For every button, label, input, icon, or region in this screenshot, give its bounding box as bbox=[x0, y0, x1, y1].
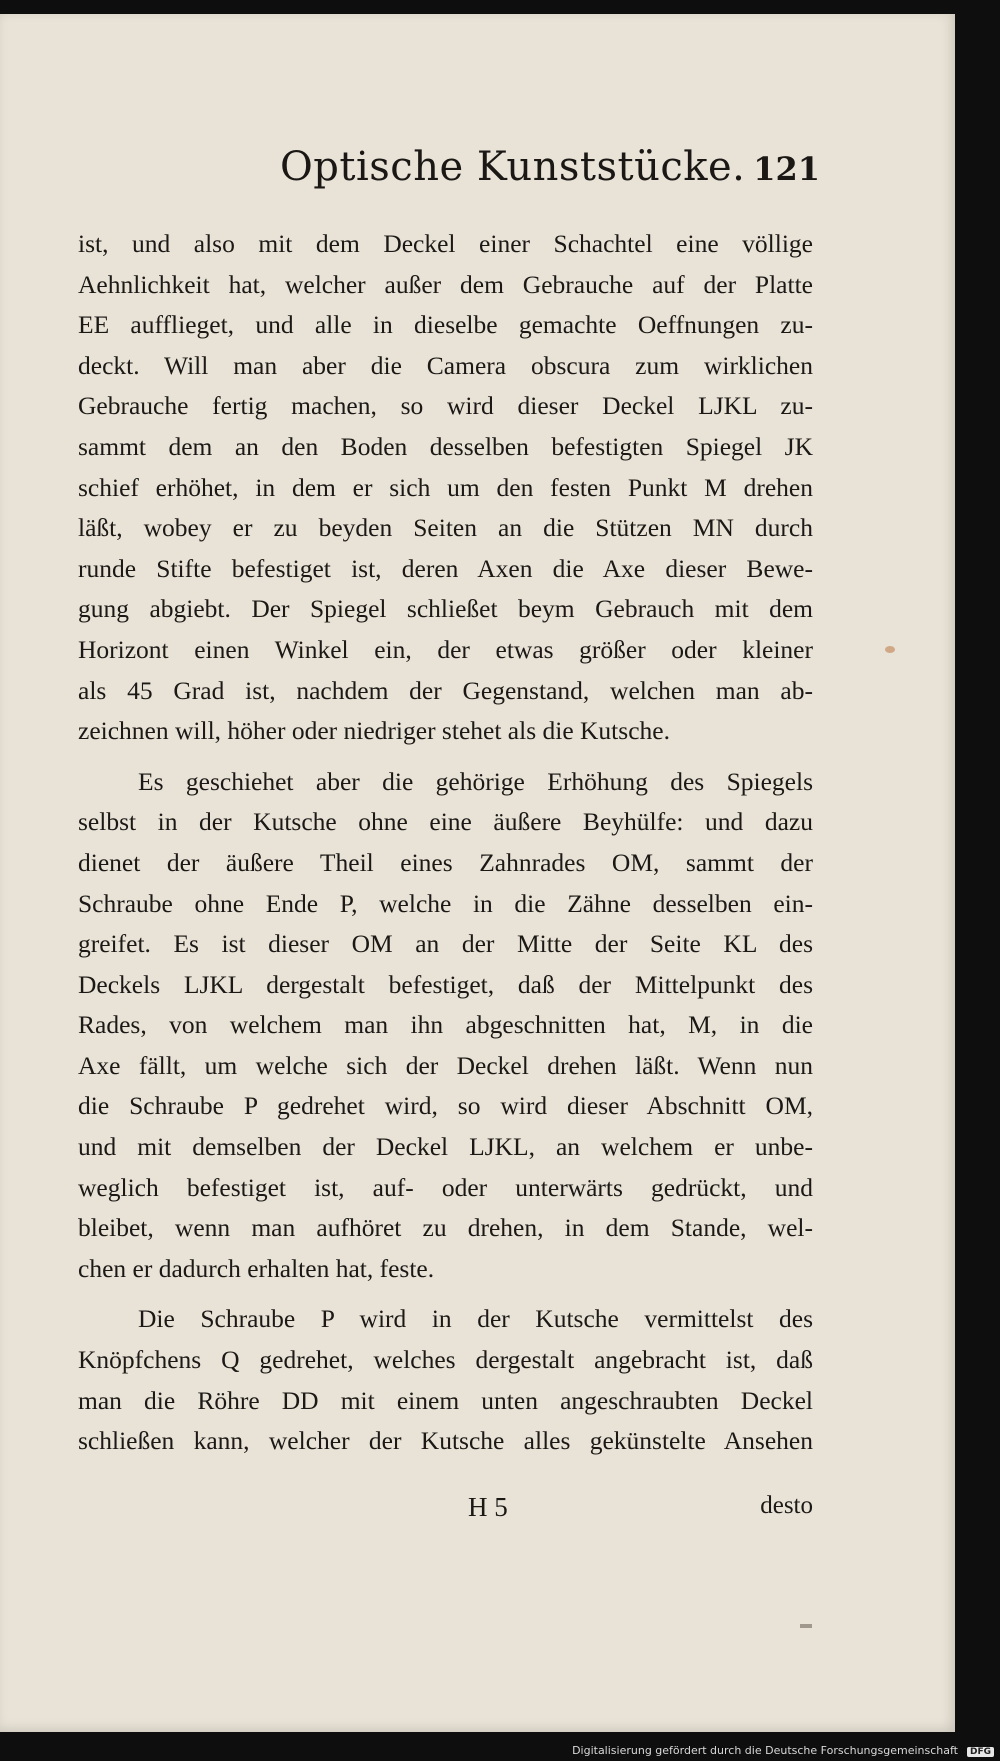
text-line: die Schraube P gedrehet wird, so wird dieser Abschnitt OM, bbox=[78, 1091, 813, 1121]
text-line: läßt, wobey er zu beyden Seiten an die Stützen MN durch bbox=[78, 513, 813, 543]
text-line: zeichnen will, höher oder niedriger stehet als die Kutsche. bbox=[78, 716, 670, 746]
running-title: Optische Kunststücke. bbox=[280, 144, 746, 190]
page-number: 121 bbox=[753, 150, 820, 188]
text-line: schief erhöhet, in dem er sich um den festen Punkt M drehen bbox=[78, 472, 813, 502]
dfg-logo: DFG bbox=[967, 1747, 994, 1757]
paper-stain bbox=[885, 646, 895, 653]
text-line: Knöpfchens Q gedrehet, welches dergestalt angebracht ist, daß bbox=[78, 1345, 813, 1375]
text-line: Gebrauche fertig machen, so wird dieser Deckel LJKL zu- bbox=[78, 391, 813, 421]
signature-mark: H 5 bbox=[468, 1492, 508, 1522]
text-line: weglich befestiget ist, auf- oder unterwärts gedrückt, und bbox=[78, 1172, 813, 1202]
text-line: schließen kann, welcher der Kutsche alles gekünstelte Ansehen bbox=[78, 1426, 813, 1456]
digitization-credit: Digitalisierung gefördert durch die Deutsche Forschungsgemeinschaft bbox=[572, 1744, 958, 1757]
text-line: Es geschiehet aber die gehörige Erhöhung des Spiegels bbox=[138, 766, 813, 796]
text-line: Axe fällt, um welche sich der Deckel drehen läßt. Wenn nun bbox=[78, 1050, 813, 1080]
page-footer bbox=[78, 1492, 813, 1532]
text-line: Rades, von welchem man ihn abgeschnitten hat, M, in die bbox=[78, 1010, 813, 1040]
text-line: runde Stifte befestiget ist, deren Axen die Axe dieser Bewe- bbox=[78, 553, 813, 583]
text-line: sammt dem an den Boden desselben befestigten Spiegel JK bbox=[78, 431, 813, 461]
paragraph bbox=[78, 1299, 813, 1461]
text-line: EE aufflieget, und alle in dieselbe gemachte Oeffnungen zu- bbox=[78, 310, 813, 340]
text-line: ist, und also mit dem Deckel einer Schachtel eine völlige bbox=[78, 229, 813, 258]
text-line: selbst in der Kutsche ohne eine äußere Beyhülfe: und dazu bbox=[78, 807, 813, 837]
text-line: Die Schraube P wird in der Kutsche vermittelst des bbox=[138, 1304, 813, 1334]
text-line: deckt. Will man aber die Camera obscura zum wirklichen bbox=[78, 350, 813, 380]
text-line: man die Röhre DD mit einem unten angeschraubten Deckel bbox=[78, 1385, 813, 1415]
text-line: dienet der äußere Theil eines Zahnrades OM, sammt der bbox=[78, 847, 813, 877]
text-line: Aehnlichkeit hat, welcher außer dem Gebrauche auf der Platte bbox=[78, 269, 813, 299]
book-page bbox=[0, 14, 955, 1732]
body-text bbox=[78, 224, 813, 1462]
text-line: chen er dadurch erhalten hat, feste. bbox=[78, 1253, 435, 1283]
paragraph bbox=[78, 762, 813, 1290]
paper-mark bbox=[800, 1624, 812, 1628]
text-line: und mit demselben der Deckel LJKL, an welchem er unbe- bbox=[78, 1132, 813, 1162]
text-line: bleibet, wenn man aufhöret zu drehen, in dem Stande, wel- bbox=[78, 1213, 813, 1243]
text-line: Horizont einen Winkel ein, der etwas größer oder kleiner bbox=[78, 634, 813, 664]
text-line: Schraube ohne Ende P, welche in die Zähne desselben ein- bbox=[78, 888, 813, 918]
text-line: als 45 Grad ist, nachdem der Gegenstand, welchen man ab- bbox=[78, 675, 813, 705]
text-line: Deckels LJKL dergestalt befestiget, daß der Mittelpunkt des bbox=[78, 969, 813, 999]
text-line: gung abgiebt. Der Spiegel schließet beym Gebrauch mit dem bbox=[78, 594, 813, 624]
text-line: greifet. Es ist dieser OM an der Mitte der Seite KL des bbox=[78, 929, 813, 959]
catchword: desto bbox=[760, 1492, 813, 1519]
paragraph bbox=[78, 224, 813, 752]
running-header bbox=[60, 144, 830, 200]
